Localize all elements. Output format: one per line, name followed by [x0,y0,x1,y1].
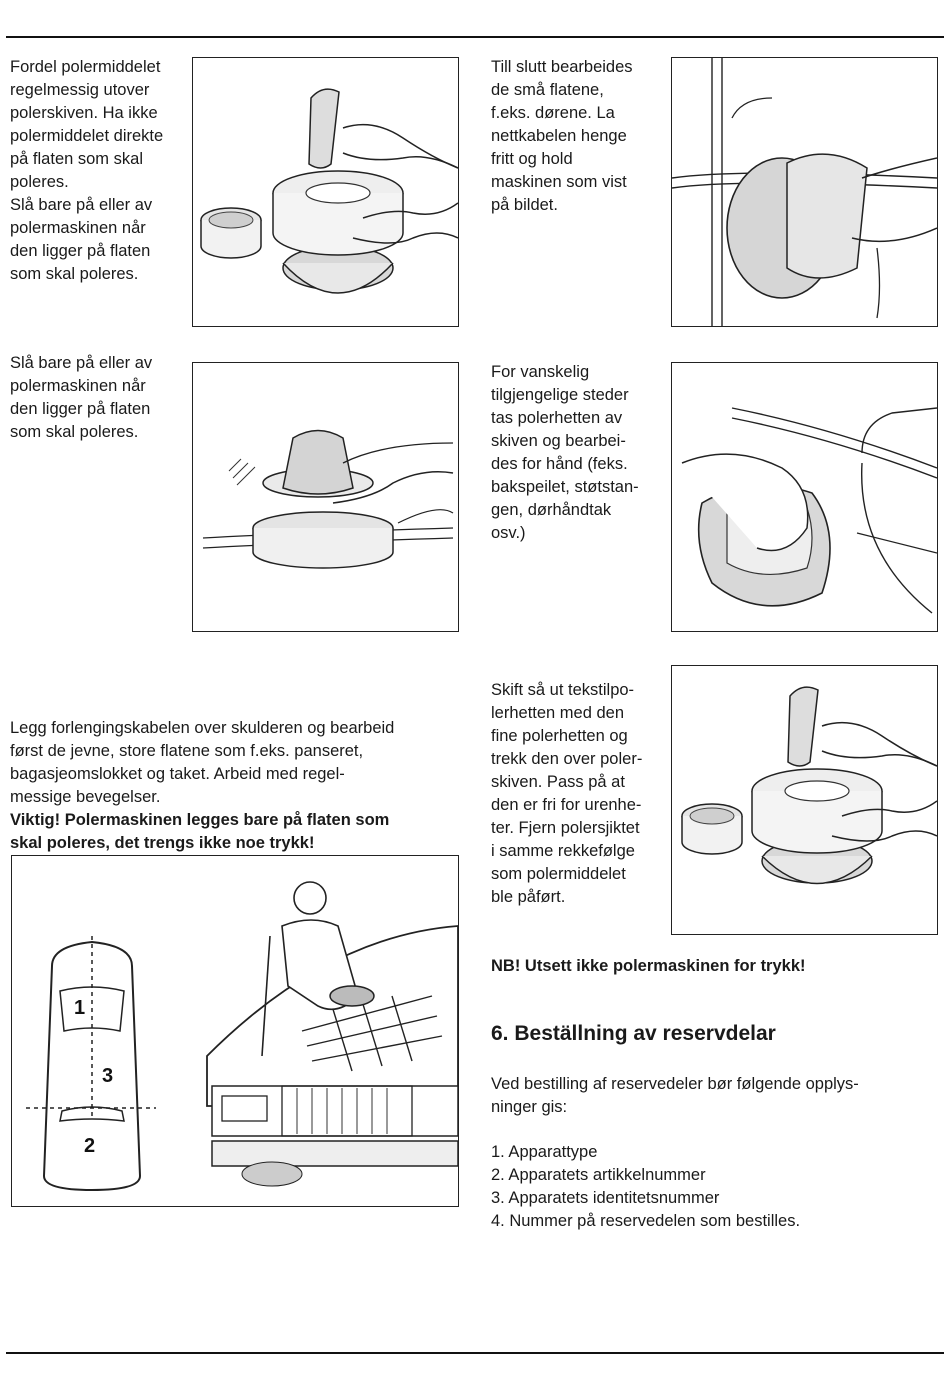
polisher-with-wax-image [193,58,458,326]
instruction-text-hard-to-reach: For vanskelig tilgjengelige steder tas polerhetten av skiven og bearbei- des for hånd (feks. bakspeilet, støtstan- gen, dørhåndtak osv.) [491,363,639,542]
illustration-polisher-on-surface [192,362,459,632]
polisher-on-surface-image [193,363,458,631]
car-front-and-person [207,882,458,1186]
instruction-text-large-surfaces [10,694,460,878]
change-cap-image [672,666,937,934]
instruction-text-switch-on-off: Slå bare på eller av polermaskinen når den ligger på flaten som skal poleres. [10,354,153,441]
top-rule [6,36,944,38]
list-item: 2. Apparatets artikkelnummer [491,1166,706,1184]
large-surfaces-text: Legg forlengingskabelen over skulderen og bearbeid først de jevne, store flatene som f.eks. panseret, bagasjeomslokket og taket. Arbeid med regel- messige bevegelser. [10,719,395,806]
diagram-label-1: 1 [74,997,86,1019]
hand-polishing-image [672,363,937,631]
section-title: 6. Beställning av reservdelar [491,1022,776,1045]
illustration-hand-polishing [671,362,938,632]
instruction-text-change-cap: Skift så ut tekstilpo- lerhetten med den fine polerhetten og trekk den over poler- skiven. Pass på at den er fri for urenhe- ter. Fjern polersjiktet i samme rekkefølge som polermiddelet ble påført. [491,681,643,906]
illustration-door-polishing [671,57,938,327]
illustration-car-polishing [11,855,459,1207]
instruction-text-apply-polish: Fordel polermiddelet regelmessig utover polerskiven. Ha ikke polermiddelet direkte på flaten som skal poleres. Slå bare på eller av polermaskinen når den ligger på flaten som skal poleres. [10,58,164,283]
pressure-note: NB! Utsett ikke polermaskinen for trykk! [491,957,806,975]
list-item: 3. Apparatets identitetsnummer [491,1189,720,1207]
diagram-label-3: 3 [102,1065,114,1087]
list-item: 4. Nummer på reservedelen som bestilles. [491,1212,801,1230]
list-item: 1. Apparattype [491,1143,598,1161]
illustration-change-cap [671,665,938,935]
important-warning: Viktig! Polermaskinen legges bare på flaten som skal poleres, det trengs ikke noe trykk! [10,811,390,852]
car-topview-diagram [26,936,156,1190]
diagram-label-2: 2 [84,1135,96,1157]
bottom-rule [6,1352,944,1354]
car-polishing-image [12,856,458,1206]
spare-parts-intro: Ved bestilling af reservedeler bør følgende opplys- ninger gis: [491,1075,859,1116]
illustration-apply-polish [192,57,459,327]
instruction-text-small-surfaces: Till slutt bearbeides de små flatene, f.eks. dørene. La nettkabelen henge fritt og hold maskinen som vist på bildet. [491,58,633,214]
spare-parts-list [491,1141,931,1233]
door-polishing-image [672,58,937,326]
